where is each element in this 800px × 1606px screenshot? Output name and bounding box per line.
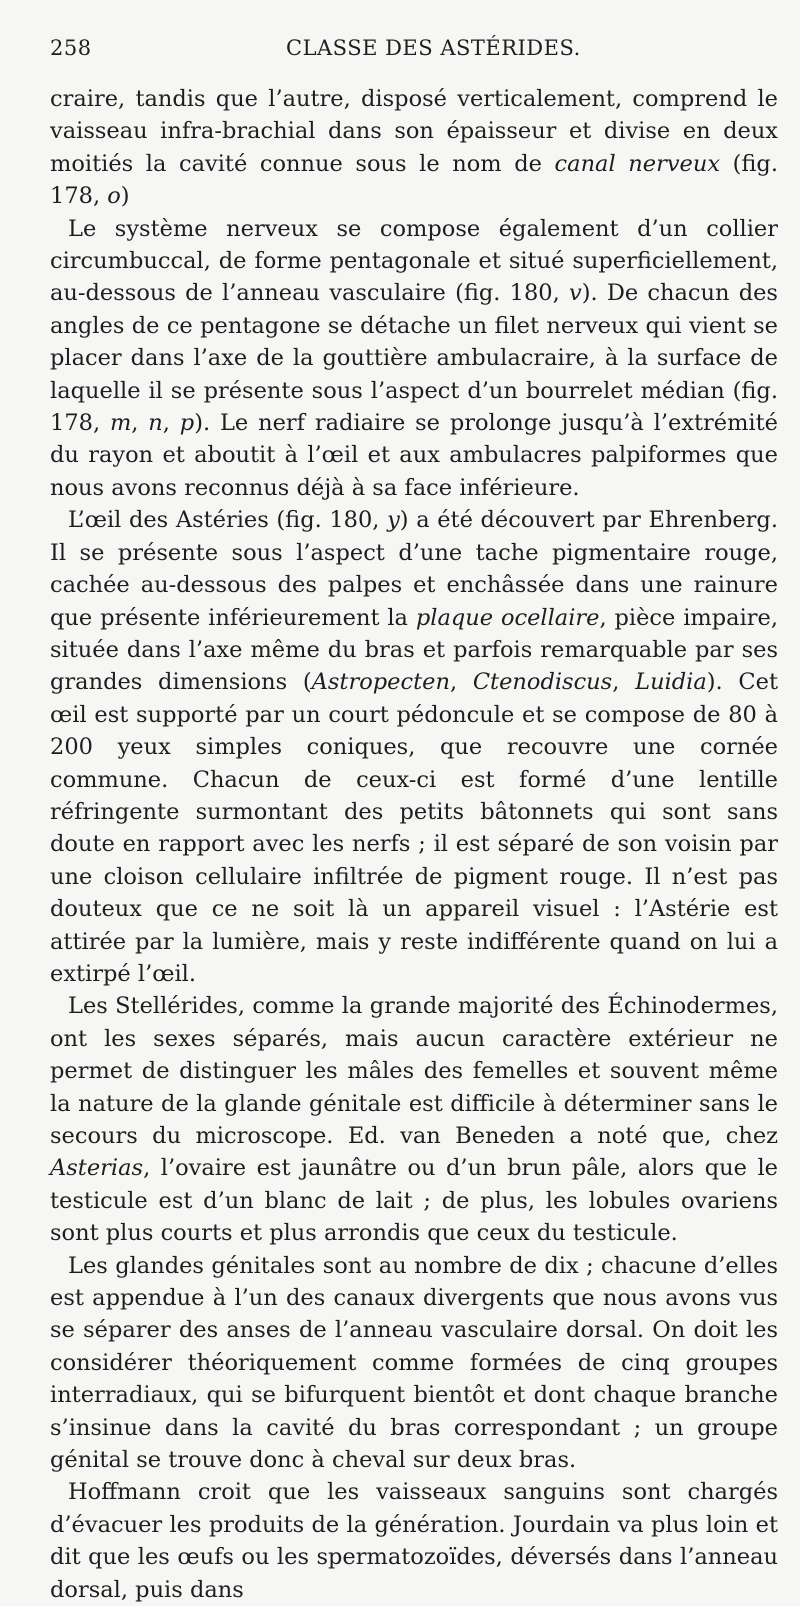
page-number: 258 (50, 36, 92, 60)
italic-term: n (148, 410, 163, 437)
text-run: L’œil des Astéries (fig. 180, (68, 507, 388, 534)
text-run: ) a été découvert par Ehrenberg. Il se présente sous l’aspect d’une tache pigmentaire rouge, cachée au-dessous des palpes et enchâssée dans une rainure que présente inférieurement la (50, 507, 778, 631)
paragraph (50, 83, 778, 213)
text-run: , l’ovaire est jaunâtre ou d’un brun pâle, alors que le testicule est d’un blanc de lait ; de plus, les lobules ovariens sont plus courts et plus arrondis que ceux du testicule. (50, 1155, 778, 1247)
italic-term: Ctenodiscus (472, 669, 613, 696)
italic-term: p (179, 410, 195, 437)
italic-term: y (387, 507, 400, 534)
running-header (50, 36, 780, 76)
text-run: , (131, 410, 149, 437)
body-text (50, 83, 778, 1606)
paragraph (50, 990, 778, 1249)
text-run: ) (120, 183, 130, 210)
text-run: Les Stellérides, comme la grande majorité des Échinodermes, ont les sexes séparés, mais aucun caractère extérieur ne permet de distinguer les mâles des femelles et souvent même la nature de la glande génitale est difficile à déterminer sans le secours du microscope. Ed. van Beneden a noté que, chez (50, 993, 778, 1149)
text-run: , (612, 669, 636, 696)
text-run: , (449, 669, 473, 696)
text-run: , (162, 410, 180, 437)
text-run: craire, tandis que l’autre, disposé verticalement, comprend le vaisseau infra-brachial dans son épaisseur et divise en deux moitiés la cavité connue sous le nom de (50, 86, 778, 177)
text-run: ). Le nerf radiaire se prolonge jusqu’à l’extrémité du rayon et aboutit à l’œil et aux ambulacres palpiformes que nous avons reconnus déjà à sa face inférieure. (50, 410, 778, 501)
italic-term: Astropecten (311, 669, 450, 696)
italic-term: o (107, 183, 121, 210)
italic-term: Luidia (635, 669, 707, 696)
text-run: ). De chacun des angles de ce pentagone se détache un filet nerveux qui vient se placer dans l’axe de la gouttière ambulacraire, à la surface de laquelle il se présente sous l’aspect d’un bourrelet médian (fig. 178, (50, 280, 778, 437)
running-title: CLASSE DES ASTÉRIDES. (286, 36, 581, 60)
text-run: Le système nerveux se compose également d’un collier circumbuccal, de forme pentagonale et situé superficiellement, au-dessous de l’anneau vasculaire (fig. 180, (50, 215, 778, 307)
italic-term: m (109, 410, 132, 437)
text-run: ). Cet œil est supporté par un court pédoncule et se compose de 80 à 200 yeux simples coniques, que recouvre une cornée commune. Chacun de ceux-ci est formé d’une lentille réfringente surmontant des petits bâtonnets qui sont sans doute en rapport avec les nerfs ; il est séparé de son voisin par une cloison cellulaire infiltrée de pigment rouge. Il n’est pas douteux que ce ne soit là un appareil visuel : l’Astérie est attirée par la lumière, mais y reste indifférente quand on lui a extirpé l’œil. (50, 669, 779, 987)
text-run: Les glandes génitales sont au nombre de dix ; chacune d’elles est appendue à l’un des canaux divergents que nous avons vus se séparer des anses de l’anneau vasculaire dorsal. On doit les considérer théoriquement comme formées de cinq groupes interradiaux, qui se bifurquent bientôt et dont chaque branche s’insinue dans la cavité du bras correspondant ; un groupe génital se trouve donc à cheval sur deux bras. (50, 1252, 778, 1474)
italic-term: Asterias (50, 1155, 144, 1182)
paragraph (50, 1476, 778, 1606)
italic-term: plaque ocellaire (415, 604, 600, 631)
paragraph (50, 1250, 778, 1477)
text-run: , pièce impaire, située dans l’axe même du bras et parfois remarquable par ses grandes dimensions ( (50, 604, 778, 696)
paragraph (50, 504, 778, 990)
paragraph (50, 213, 778, 505)
text-run: (fig. 178, (50, 150, 778, 210)
italic-term: canal nerveux (554, 150, 721, 177)
text-run: Hoffmann croit que les vaisseaux sanguins sont chargés d’évacuer les produits de la génération. Jourdain va plus loin et dit que les œufs ou les spermatozoïdes, déversés dans l’anneau dorsal, puis dans (50, 1479, 778, 1603)
italic-term: v (568, 280, 582, 307)
